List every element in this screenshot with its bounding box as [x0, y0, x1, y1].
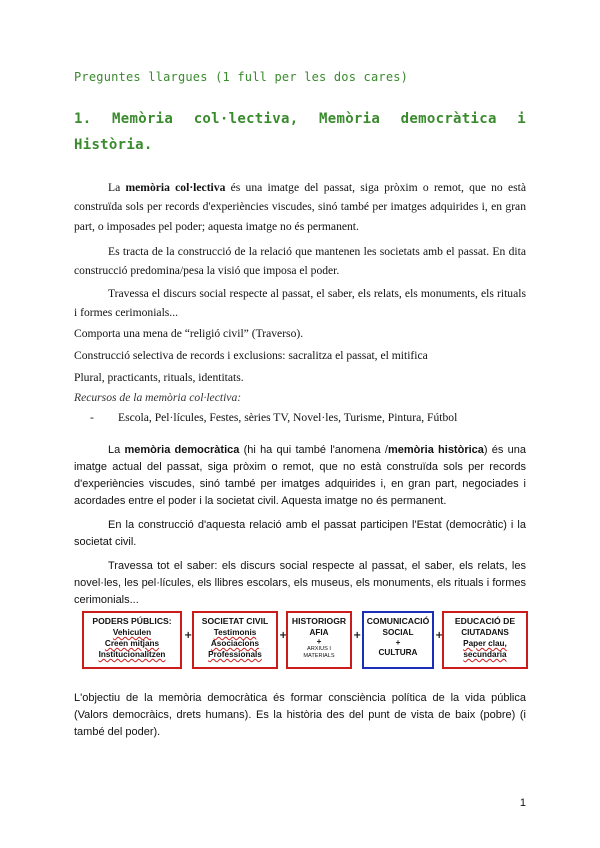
box-line: Paper clau,	[463, 639, 507, 648]
collective-paragraph-1	[74, 178, 526, 236]
plus-connector: +	[435, 630, 444, 641]
box-title: EDUCACIÓ DE	[454, 616, 516, 626]
box-line: Vehiculen	[112, 628, 152, 637]
box-title: HISTORIOGR	[291, 616, 347, 626]
resources-list: Escola, Pel·lícules, Festes, sèries TV, Novel·les, Turisme, Pintura, Fútbol	[118, 411, 458, 424]
box-line: Testimonis	[213, 628, 257, 637]
box-title: SOCIETAT CIVIL	[201, 616, 269, 626]
box-social-communication	[362, 611, 434, 669]
box-citizen-education	[442, 611, 528, 669]
democratic-paragraph-2: En la construcció d'aquesta relació amb el passat participen l'Estat (democràtic) i la societat civil.	[74, 519, 526, 548]
box-line: CIUTADANS	[461, 628, 509, 637]
box-civil-society	[192, 611, 278, 669]
box-title: PODERS PÚBLICS:	[92, 616, 172, 626]
collective-paragraph-2: Es tracta de la construcció de la relació que mantenen les societats amb el passat. En dita construcció predomina/pesa la visió que imposa el poder.	[74, 245, 526, 278]
democratic-paragraph-1	[74, 442, 526, 510]
box-line: SOCIAL	[382, 628, 414, 637]
text-span: és una imatge del passat, siga pròxim o remot, que no està construïda sols per records d'experiències viscudes, sinó també per imatges adquirides i, en gran part, o imposades pel poder; aquesta imatge no és permanent.	[74, 181, 526, 233]
resources-label: Recursos de la memòria col·lectiva:	[74, 391, 242, 404]
collective-line-1: Comporta una mena de “religió civil” (Traverso).	[74, 327, 304, 340]
section-heading: 1. Memòria col·lectiva, Memòria democràtica i Història.	[74, 111, 526, 153]
text-span: La	[108, 444, 125, 456]
box-line: Professionals	[208, 650, 262, 659]
collective-line-2: Construcció selectiva de records i exclusions: sacralitza el passat, el mitifica	[74, 349, 428, 362]
box-historiography	[286, 611, 352, 669]
box-line: Institucionalitzen	[98, 650, 166, 659]
box-line: secundaria	[463, 650, 507, 659]
plus-connector: +	[279, 630, 288, 641]
democratic-paragraph-3: Travessa tot el saber: els discurs social respecte al passat, el saber, els relats, les novel·les, les pel·lícules, els llibres escolars, els museus, els monuments, els rituals i formes cerimonials...	[74, 560, 526, 606]
collective-paragraph-3: Travessa el discurs social respecte al passat, el saber, els relats, els monuments, els rituals i formes cerimonials...	[74, 287, 526, 320]
box-line: Asociacions	[210, 639, 260, 648]
term-historical-memory: memòria històrica	[387, 444, 484, 456]
term-collective-memory: memòria col·lectiva	[125, 181, 226, 194]
plus-connector: +	[353, 630, 362, 641]
document-header: Preguntes llargues (1 full per les dos cares)	[74, 70, 409, 84]
box-small-line: ARXIUS I	[307, 646, 331, 652]
box-line: +	[395, 638, 401, 647]
plus-connector: +	[184, 630, 193, 641]
box-line: CULTURA	[378, 648, 418, 657]
box-title: COMUNICACIÓ	[366, 616, 430, 626]
text-span: La	[108, 181, 126, 194]
box-public-powers	[82, 611, 182, 669]
text-span: ) és una imatge actual del passat, siga pròxim o remot, que no està construïda sols per records d'experiències viscudes, sinó també per imatges adquirides i, en gran part, negociades i acordades entre el poder i la societat civil. Aquesta imatge no és permanent.	[74, 444, 526, 507]
term-democratic-memory: memòria democràtica	[124, 444, 240, 456]
box-line: AFIA	[309, 628, 329, 637]
collective-line-3: Plural, practicants, rituals, identitats.	[74, 371, 244, 384]
box-small-line: MATERIALS	[303, 653, 335, 659]
resources-bullet	[74, 408, 526, 427]
text-span: (hi ha qui també l'anomena /	[239, 444, 388, 456]
bullet-dash: -	[90, 411, 94, 424]
box-line: +	[316, 637, 322, 646]
page-number: 1	[519, 797, 526, 809]
box-line: Creen mitjans	[104, 639, 160, 648]
democratic-conclusion: L'objectiu de la memòria democràtica és formar consciència política de la vida pública (Valors democràics, drets humans). Es la història des del punt de vista de baix (pobre) (i també del poder).	[74, 692, 526, 738]
